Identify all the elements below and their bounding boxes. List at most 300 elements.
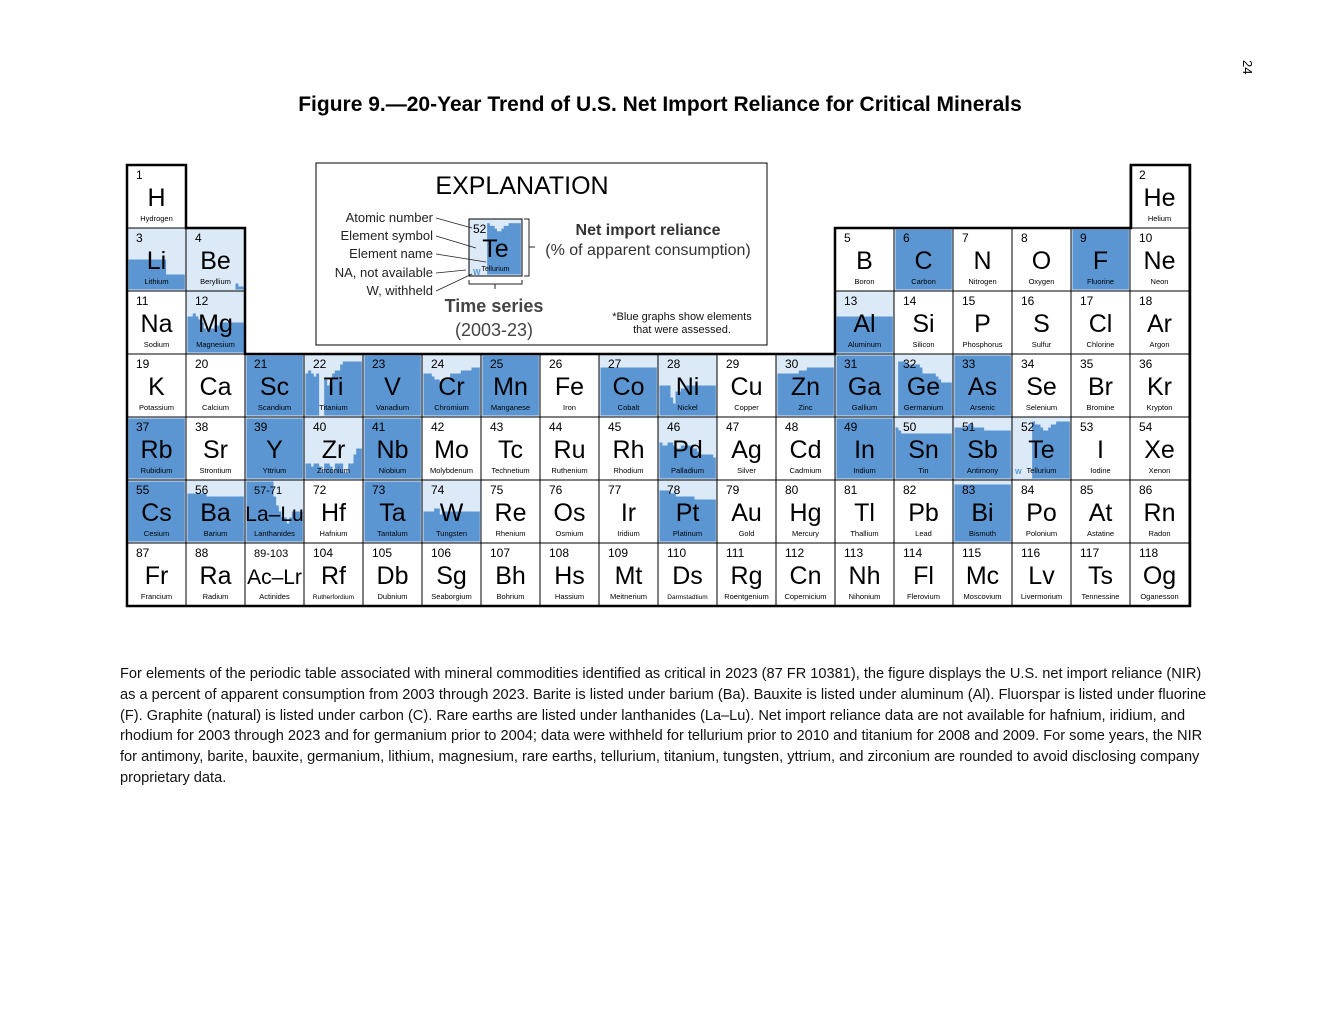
element-name: Iodine (1090, 466, 1111, 475)
nir-bar (415, 419, 418, 479)
nir-bar (1123, 230, 1126, 290)
nir-bar (129, 419, 132, 479)
element-symbol: Ag (731, 436, 762, 464)
atomic-number: 48 (785, 420, 799, 434)
nir-bar (424, 512, 427, 542)
element-symbol: As (967, 373, 998, 401)
element-cell-gold (717, 480, 776, 543)
atomic-number: 31 (844, 357, 858, 371)
nir-bar (410, 356, 413, 416)
nir-bar (354, 362, 357, 416)
element-name: Xenon (1148, 466, 1171, 475)
element-cell-roentgenium (717, 543, 776, 606)
element-symbol: Ir (620, 499, 637, 527)
element-cell-strontium (186, 417, 245, 480)
element-name: Gold (738, 529, 755, 538)
element-symbol: Y (266, 436, 283, 464)
element-symbol: Ta (379, 499, 406, 527)
element-name: Antimony (966, 466, 999, 475)
nir-bar (997, 356, 1000, 416)
page-number: 24 (1240, 60, 1255, 75)
element-symbol: Li (146, 247, 167, 275)
explanation-label: Atomic number (345, 210, 433, 225)
element-cell-tellurium (1012, 417, 1071, 480)
explanation-label: Element symbol (340, 228, 433, 243)
element-name: Platinum (672, 529, 703, 538)
element-symbol: Sn (908, 436, 939, 464)
atomic-number: 88 (195, 546, 209, 560)
element-symbol: Au (731, 499, 762, 527)
nir-bar (887, 317, 890, 353)
nir-bar (1005, 431, 1008, 479)
element-cell-mercury (776, 480, 835, 543)
nir-bar (177, 275, 180, 290)
nir-bar (137, 260, 140, 290)
element-symbol: Ds (672, 562, 703, 590)
atomic-number: 57-71 (254, 485, 283, 497)
element-name: Helium (1147, 214, 1172, 223)
nir-bar (710, 500, 713, 542)
element-symbol: Be (200, 247, 231, 275)
element-symbol: Ar (1147, 310, 1172, 338)
element-symbol: Tc (498, 436, 523, 464)
nir-bar (188, 317, 191, 353)
element-cell-selenium (1012, 354, 1071, 417)
atomic-number: 110 (667, 546, 687, 560)
nir-bar (236, 497, 239, 542)
element-cell-ruthenium (540, 417, 599, 480)
element-name: Copernicium (784, 592, 827, 601)
atomic-number: 8 (1021, 231, 1028, 245)
atomic-number: 89-103 (254, 548, 289, 560)
nir-bar (944, 230, 947, 290)
element-symbol: Ra (199, 562, 232, 590)
atomic-number: 42 (431, 420, 445, 434)
element-symbol: Hg (789, 499, 822, 527)
nir-bar (710, 455, 713, 479)
nir-bar (413, 419, 416, 479)
nir-bar (139, 260, 142, 290)
nir-bar (314, 464, 317, 479)
atomic-number: 12 (195, 294, 209, 308)
element-cell-barium (186, 480, 245, 543)
nir-bar (295, 356, 298, 416)
nir-bar (472, 368, 475, 416)
element-name: Bohrium (496, 592, 525, 601)
nir-bar (882, 317, 885, 353)
element-cell-rhodium (599, 417, 658, 480)
element-cell-platinum (658, 480, 717, 543)
element-cell-bromine (1071, 354, 1130, 417)
element-symbol: Og (1142, 562, 1177, 590)
atomic-number: 77 (608, 483, 622, 497)
element-name: Molybdenum (430, 466, 473, 475)
element-cell-helium (1130, 165, 1189, 228)
element-name: Niobium (378, 466, 407, 475)
nir-bar (536, 356, 539, 416)
nir-bar (896, 230, 899, 290)
atomic-number: 2 (1139, 168, 1146, 182)
nir-bar (238, 497, 241, 542)
nir-bar (177, 419, 180, 479)
atomic-number: 43 (490, 420, 504, 434)
element-name: Carbon (911, 277, 936, 286)
element-symbol: Bh (495, 562, 526, 590)
nir-bar (957, 428, 960, 479)
atomic-number: 3 (136, 231, 143, 245)
nir-bar (1008, 356, 1011, 416)
atomic-number: 1 (136, 168, 143, 182)
element-cell-silver (717, 417, 776, 480)
element-symbol: Sr (203, 436, 228, 464)
atomic-number: 50 (903, 420, 917, 434)
nir-bar (702, 386, 705, 416)
element-symbol: Na (140, 310, 173, 338)
nir-bar (179, 275, 182, 290)
element-cell-oganesson (1130, 543, 1189, 606)
element-name: Chlorine (1086, 340, 1115, 349)
nir-bar (367, 419, 370, 479)
nir-bar (820, 368, 823, 416)
nir-bar (418, 482, 421, 542)
nir-bar (668, 443, 671, 479)
atomic-number: 46 (667, 420, 681, 434)
nir-bar (249, 419, 252, 479)
nir-bar (365, 356, 368, 416)
nir-bar (196, 494, 199, 542)
atomic-number: 36 (1139, 357, 1153, 371)
atomic-number: 118 (1139, 546, 1159, 560)
element-name: Hydrogen (140, 214, 173, 223)
nir-bar (780, 374, 783, 416)
element-cell-xenon (1130, 417, 1189, 480)
nir-bar (898, 362, 901, 416)
element-cell-indium (835, 417, 894, 480)
element-symbol: Sc (259, 373, 290, 401)
atomic-number: 113 (844, 546, 864, 560)
note-line-1: *Blue graphs show elements (612, 311, 752, 323)
atomic-number: 74 (431, 483, 445, 497)
atomic-number: 78 (667, 483, 681, 497)
nir-bar (946, 434, 949, 479)
nir-bar (654, 368, 657, 416)
element-cell-zirconium (304, 417, 363, 480)
element-cell-aluminum (835, 291, 894, 354)
nir-bar (957, 485, 960, 542)
nir-bar (1064, 422, 1067, 479)
element-cell-tin (894, 417, 953, 480)
element-name: Vanadium (375, 403, 410, 412)
element-name: Lithium (144, 277, 169, 286)
nir-bar (351, 464, 354, 479)
element-symbol: O (1031, 247, 1052, 275)
element-name: Iron (563, 403, 576, 412)
nir-bar (949, 383, 952, 416)
nir-bar (415, 356, 418, 416)
element-cell-chlorine (1071, 291, 1130, 354)
element-cell-radium (186, 543, 245, 606)
nir-bar (292, 419, 295, 479)
element-cell-nihonium (835, 543, 894, 606)
nir-bar (365, 419, 368, 479)
element-cell-carbon (894, 228, 953, 291)
nir-bar (786, 374, 789, 416)
element-cell-fluorine (1071, 228, 1130, 291)
atomic-number: 19 (136, 357, 150, 371)
element-cell-neon (1130, 228, 1189, 291)
nir-bar (1003, 356, 1006, 416)
element-cell-krypton (1130, 354, 1189, 417)
element-cell-boron (835, 228, 894, 291)
nir-bar (348, 362, 351, 416)
element-name: Actinides (259, 592, 290, 601)
element-symbol: Al (853, 310, 876, 338)
element-symbol: Cl (1088, 310, 1113, 338)
element-symbol: Tl (854, 499, 875, 527)
element-name: Potassium (138, 403, 175, 412)
element-symbol: Db (376, 562, 409, 590)
element-symbol: S (1033, 310, 1050, 338)
nir-bar (429, 374, 432, 416)
element-cell-lanthanides (245, 480, 304, 543)
atomic-number: 40 (313, 420, 327, 434)
atomic-number: 109 (608, 546, 629, 560)
atomic-number: 53 (1080, 420, 1094, 434)
element-name: Zirconium (317, 466, 350, 475)
atomic-number: 75 (490, 483, 504, 497)
element-symbol: Zn (790, 373, 821, 401)
nir-bar (837, 419, 840, 479)
nir-bar (533, 356, 536, 416)
element-symbol: N (973, 247, 992, 275)
nir-bar (359, 449, 362, 479)
element-symbol: Te (1028, 436, 1055, 464)
element-cell-radon (1130, 480, 1189, 543)
element-name: Cesium (143, 529, 170, 538)
element-cell-cesium (127, 480, 186, 543)
nir-bar (946, 383, 949, 416)
element-symbol: Os (553, 499, 586, 527)
element-symbol: Mg (198, 310, 233, 338)
element-name: Sulfur (1031, 340, 1052, 349)
element-name: Roentgenium (724, 592, 769, 601)
element-symbol: Fl (913, 562, 934, 590)
element-symbol: Sg (436, 562, 467, 590)
atomic-number: 80 (785, 483, 799, 497)
element-name: Scandium (257, 403, 292, 412)
nir-bar (131, 419, 134, 479)
nir-bar (662, 446, 665, 479)
element-name: Calcium (201, 403, 230, 412)
nir-bar (174, 482, 177, 542)
nir-bar (513, 223, 516, 274)
element-name: Oxygen (1028, 277, 1055, 286)
element-name: Neon (1150, 277, 1169, 286)
element-symbol: C (914, 247, 933, 275)
atomic-number: 105 (372, 546, 393, 560)
figure-caption: For elements of the periodic table associated with mineral commodities identified as critical in 2023 (87 FR 10381), the figure displays the U.S. net import reliance (NIR) as a percent of apparent consumption from 2003 through 2023. Barite is listed under barium (Ba). Bauxite is listed under aluminum (Al). Fluorspar is listed under fluorine (F). Graphite (natural) is listed under carbon (C). Rare earths are listed under lanthanides (La–Lu). Net import reliance data are not available for hafnium, iridium, and rhodium for 2003 through 2023 and for germanium prior to 2004; data were withheld for tellurium prior to 2010 and titanium for 2008 and 2009. For some years, the NIR for antimony, barite, bauxite, germanium, lithium, magnesium, rare earths, tellurium, titanium, tungsten, yttrium, and zirconium are rounded to avoid disclosing company proprietary data. (120, 666, 1207, 786)
explanation-label: Element name (349, 246, 433, 261)
atomic-number: 34 (1021, 357, 1035, 371)
element-name: Rubidium (140, 466, 173, 475)
nir-bar (289, 419, 292, 479)
element-cell-dubnium (363, 543, 422, 606)
element-name: Technetium (491, 466, 530, 475)
element-name: Tin (918, 466, 929, 475)
element-name: Magnesium (196, 340, 235, 349)
note-line-2: that were assessed. (633, 324, 731, 336)
atomic-number: 79 (726, 483, 740, 497)
nir-bar (179, 482, 182, 542)
nir-bar (179, 419, 182, 479)
atomic-number: 27 (608, 357, 622, 371)
nir-bar (941, 230, 944, 290)
atomic-number: 32 (903, 357, 917, 371)
atomic-number: 72 (313, 483, 327, 497)
element-symbol: Pb (908, 499, 939, 527)
element-symbol: V (384, 373, 401, 401)
element-name: Fluorine (1086, 277, 1115, 286)
nir-bar (193, 494, 196, 542)
nir-bar (606, 368, 609, 416)
element-name: Yttrium (262, 466, 287, 475)
nir-bar (1059, 422, 1062, 479)
nir-bar (660, 386, 663, 416)
nir-bar (129, 482, 132, 542)
atomic-number: 51 (962, 420, 976, 434)
element-name: Ruthenium (551, 466, 588, 475)
nir-bar (826, 368, 829, 416)
atomic-number: 23 (372, 357, 386, 371)
nir-bar (474, 368, 477, 416)
nir-bar (238, 323, 241, 353)
element-cell-phosphorus (953, 291, 1012, 354)
element-symbol: Cs (141, 499, 172, 527)
atomic-number: 39 (254, 420, 268, 434)
element-cell-magnesium (186, 291, 245, 354)
atomic-number: 86 (1139, 483, 1153, 497)
nir-bar (649, 368, 652, 416)
nir-bar (236, 284, 239, 290)
nir-bar (708, 455, 711, 479)
element-cell-yttrium (245, 417, 304, 480)
element-name: Aluminum (847, 340, 882, 349)
element-cell-astatine (1071, 480, 1130, 543)
nir-bar (1003, 431, 1006, 479)
element-name: Francium (140, 592, 173, 601)
atomic-number: 4 (195, 231, 202, 245)
element-name: Tantalum (377, 529, 408, 538)
element-cell-tantalum (363, 480, 422, 543)
figure-title: Figure 9.—20-Year Trend of U.S. Net Import Reliance for Critical Minerals (298, 93, 1022, 116)
atomic-number: 15 (962, 294, 976, 308)
nir-bar (890, 317, 893, 353)
nir-bar (944, 434, 947, 479)
element-cell-oxygen (1012, 228, 1071, 291)
nir-bar (413, 356, 416, 416)
nir-bar (839, 419, 842, 479)
nir-bar (356, 362, 359, 416)
nir-bar (516, 223, 519, 274)
element-symbol: Cu (730, 373, 763, 401)
element-cell-titanium (304, 354, 363, 417)
nir-bar (190, 317, 193, 353)
atomic-number: 5 (844, 231, 851, 245)
nir-bar (418, 356, 421, 416)
element-symbol: Zr (321, 436, 346, 464)
element-name: Titanium (319, 403, 348, 412)
atomic-number: 37 (136, 420, 150, 434)
element-name: Dubnium (377, 592, 408, 601)
element-name: Livermorium (1020, 592, 1063, 601)
element-cell-osmium (540, 480, 599, 543)
nir-bar (783, 374, 786, 416)
series-years: (2003-23) (454, 320, 534, 340)
nir-bar (1005, 485, 1008, 542)
nir-bar (410, 419, 413, 479)
atomic-number: 76 (549, 483, 563, 497)
nir-bar (898, 431, 901, 479)
element-cell-moscovium (953, 543, 1012, 606)
nir-bar (418, 419, 421, 479)
element-symbol: F (1092, 247, 1109, 275)
atomic-number: 73 (372, 483, 386, 497)
element-name: Astatine (1086, 529, 1115, 538)
nir-bar (300, 356, 303, 416)
nir-bar (351, 362, 354, 416)
element-name: Krypton (1146, 403, 1173, 412)
element-symbol: Rb (140, 436, 173, 464)
nir-bar (670, 398, 673, 416)
element-cell-argon (1130, 291, 1189, 354)
nir-bar (713, 500, 716, 542)
atomic-number: 16 (1021, 294, 1035, 308)
element-cell-lead (894, 480, 953, 543)
element-name: Indium (853, 466, 876, 475)
element-symbol: At (1088, 499, 1113, 527)
nir-bar (668, 491, 671, 542)
element-symbol: B (856, 247, 873, 275)
nir-bar (1000, 356, 1003, 416)
nir-bar (190, 494, 193, 542)
atomic-number: 10 (1139, 231, 1153, 245)
element-symbol: Rn (1143, 499, 1176, 527)
element-cell-darmstadtium (658, 543, 717, 606)
explanation-heading: EXPLANATION (435, 172, 609, 200)
nir-bar (603, 368, 606, 416)
nir-title: Net import reliance (575, 222, 721, 239)
element-symbol: K (148, 373, 165, 401)
element-name: Meitnerium (609, 592, 648, 601)
nir-bar (249, 356, 252, 416)
element-symbol: Ga (847, 373, 882, 401)
element-name: Osmium (555, 529, 584, 538)
element-name: Flerovium (907, 592, 940, 601)
element-cell-germanium (894, 354, 953, 417)
nir-bar (287, 419, 290, 479)
element-name: Hassium (554, 592, 585, 601)
sample-withheld: W (473, 268, 481, 277)
element-cell-rutherfordium (304, 543, 363, 606)
atomic-number: 116 (1021, 546, 1041, 560)
element-cell-calcium (186, 354, 245, 417)
element-cell-thallium (835, 480, 894, 543)
nir-bar (936, 230, 939, 290)
nir-bar (171, 275, 174, 290)
nir-bar (885, 356, 888, 416)
element-cell-livermorium (1012, 543, 1071, 606)
atomic-number: 106 (431, 546, 452, 560)
